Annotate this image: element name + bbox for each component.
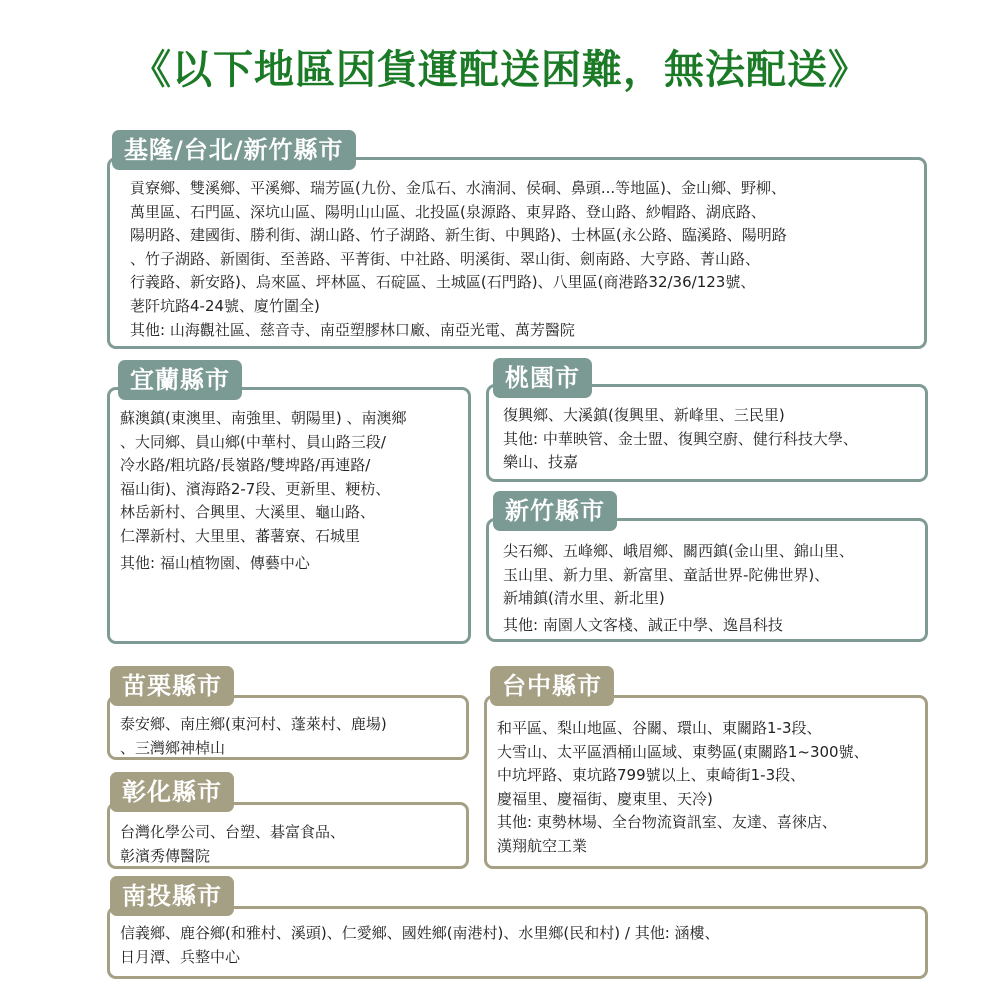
- region-line: 行義路、新安路)、烏來區、坪林區、石碇區、土城區(石門路)、八里區(商港路32/36/123號、: [130, 273, 756, 292]
- region-text-miaoli: [120, 713, 387, 760]
- region-tag-keelung-taipei: 基隆/台北/新竹縣市: [112, 130, 356, 170]
- region-line: 慶福里、慶福街、慶東里、天冷): [497, 789, 713, 808]
- region-line: 陽明路、建國街、勝利街、湖山路、竹子湖路、新生街、中興路)、士林區(永公路、臨溪路、陽明路: [130, 226, 787, 245]
- region-line: 台灣化學公司、台塑、碁富食品、: [120, 823, 346, 841]
- region-tag-yilan: 宜蘭縣市: [118, 360, 242, 400]
- region-tag-taoyuan: 桃園市: [493, 358, 592, 398]
- region-line: 荖阡坑路4-24號、廈竹圍全): [130, 296, 320, 315]
- region-text-changhua: [120, 821, 345, 868]
- region-line: 貢寮鄉、雙溪鄉、平溪鄉、瑞芳區(九份、金瓜石、水湳洞、侯硐、鼻頭...等地區)、金山鄉、野柳、: [130, 179, 787, 197]
- region-line: 復興鄉、大溪鎮(復興里、新峰里、三民里): [503, 406, 785, 424]
- region-line: 和平區、梨山地區、谷關、環山、東關路1-3段、: [497, 719, 822, 737]
- region-line: 蘇澳鎮(東澳里、南強里、朝陽里) 、南澳鄉: [120, 409, 407, 427]
- region-line: 其他: 中華映管、金士盟、復興空廚、健行科技大學、: [503, 429, 858, 448]
- region-line: 仁澤新村、大里里、蕃薯寮、石城里: [120, 526, 361, 545]
- region-line: 其他: 福山植物園、傳藝中心: [120, 553, 310, 572]
- region-text-nantou: [120, 922, 720, 969]
- region-line: 日月潭、兵整中心: [120, 947, 241, 966]
- region-tag-miaoli: 苗栗縣市: [110, 666, 234, 706]
- region-line: 中坑坪路、東坑路799號以上、東崎街1-3段、: [497, 766, 806, 785]
- region-tag-hsinchu: 新竹縣市: [493, 491, 617, 531]
- region-line: 、三灣鄉神棹山: [120, 738, 226, 757]
- region-line: 其他: 東勢林場、全台物流資訊室、友達、喜徠店、: [497, 813, 837, 832]
- region-tag-nantou: 南投縣市: [110, 876, 234, 916]
- region-line: 大雪山、太平區酒桶山區域、東勢區(東關路1~300號、: [497, 742, 869, 761]
- region-line: 樂山、技嘉: [503, 453, 579, 472]
- region-line: 其他: 山海觀社區、慈音寺、南亞塑膠林口廠、南亞光電、萬芳醫院: [130, 320, 575, 339]
- region-line: 信義鄉、鹿谷鄉(和雅村、溪頭)、仁愛鄉、國姓鄉(南港村)、水里鄉(民和村) / 其他: 涵樓、: [120, 924, 720, 942]
- region-line: 林岳新村、合興里、大溪里、龜山路、: [120, 503, 376, 522]
- region-text-taichung: [497, 717, 869, 859]
- region-line: 其他: 南園人文客棧、誠正中學、逸昌科技: [503, 615, 783, 634]
- region-line: 福山街)、濱海路2-7段、更新里、粳枋、: [120, 479, 391, 498]
- region-line: 、竹子湖路、新園街、至善路、平菁街、中社路、明溪街、翠山街、劍南路、大亨路、菁山路、: [130, 249, 761, 268]
- region-line: 泰安鄉、南庄鄉(東河村、蓬萊村、鹿場): [120, 715, 387, 733]
- region-line: 漢翔航空工業: [497, 836, 588, 855]
- region-tag-taichung: 台中縣市: [490, 666, 614, 706]
- page-title: 《以下地區因貨運配送困難，無法配送》: [131, 47, 869, 93]
- region-line: 尖石鄉、五峰鄉、峨眉鄉、關西鎮(金山里、錦山里、: [503, 542, 854, 560]
- region-line: 彰濱秀傳醫院: [120, 846, 211, 865]
- region-text-taoyuan: [503, 404, 858, 475]
- region-line: 冷水路/粗坑路/長嶺路/雙埤路/再連路/: [120, 456, 371, 475]
- region-text-hsinchu: [503, 540, 854, 637]
- region-line: 玉山里、新力里、新富里、童話世界-陀佛世界)、: [503, 565, 830, 584]
- region-line: 萬里區、石門區、深坑山區、陽明山山區、北投區(泉源路、東昇路、登山路、紗帽路、湖底路、: [130, 202, 766, 221]
- region-text-yilan: [120, 407, 406, 575]
- region-text-keelung-taipei: [130, 177, 787, 342]
- region-tag-changhua: 彰化縣市: [110, 772, 234, 812]
- region-line: 、大同鄉、員山鄉(中華村、員山路三段/: [120, 432, 386, 451]
- region-line: 新埔鎮(清水里、新北里): [503, 589, 665, 608]
